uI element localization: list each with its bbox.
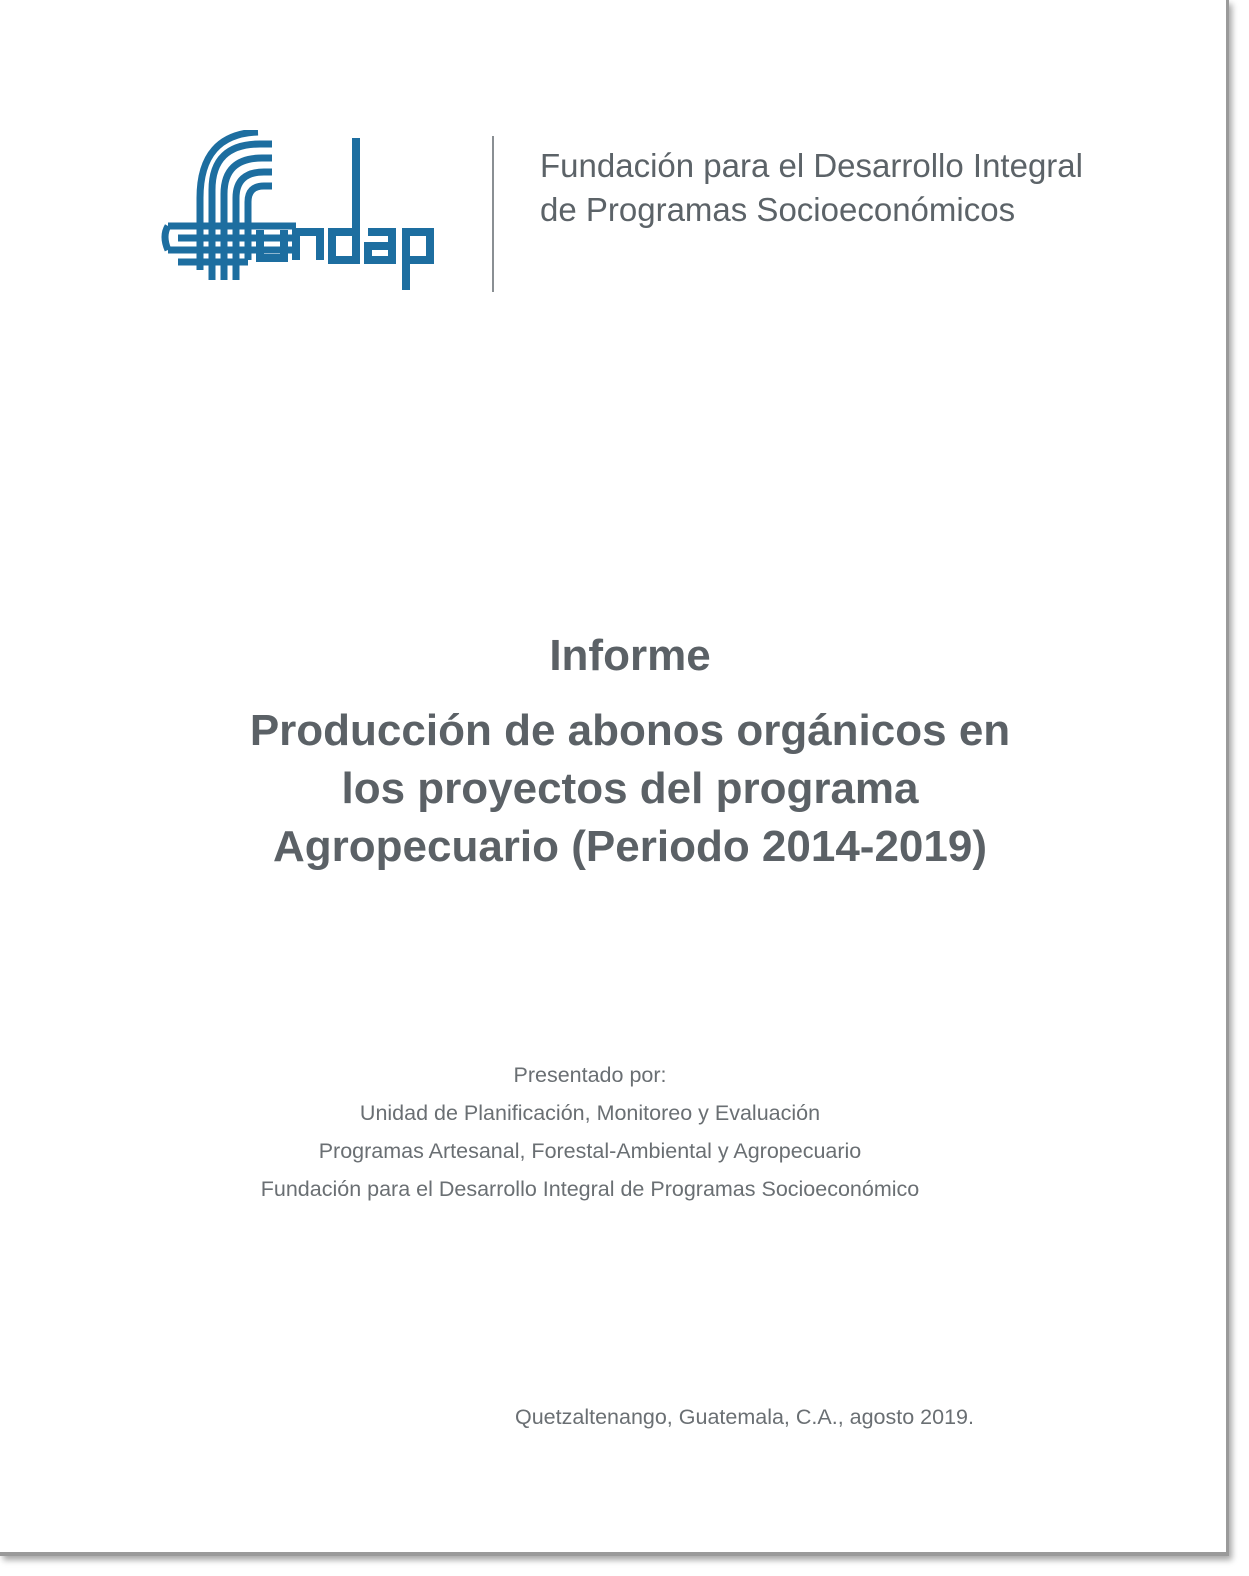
presented-by-block <box>190 1056 990 1208</box>
organization-name <box>540 144 1180 232</box>
presented-by-line: Programas Artesanal, Forestal-Ambiental y Agropecuario <box>318 1139 862 1163</box>
organization-name-line: Fundación para el Desarrollo Integral <box>540 147 1083 184</box>
report-title-line: los proyectos del programa <box>341 764 919 813</box>
presented-by-line: Unidad de Planificación, Monitoreo y Evaluación <box>359 1101 821 1125</box>
report-title-line: Producción de abonos orgánicos en <box>249 706 1011 755</box>
fundap-logo <box>160 130 440 295</box>
report-title-line: Agropecuario (Periodo 2014-2019) <box>272 822 987 871</box>
place-and-date: Quetzaltenango, Guatemala, C.A., agosto 2019. <box>515 1405 974 1429</box>
report-title <box>150 702 1110 876</box>
report-label: Informe <box>549 631 711 680</box>
presented-by-heading: Presentado por: <box>513 1063 667 1087</box>
header-divider <box>492 136 494 292</box>
presented-by-line: Fundación para el Desarrollo Integral de Programas Socioeconómico <box>260 1177 920 1201</box>
title-block <box>150 630 1110 876</box>
organization-name-line: de Programas Socioeconómicos <box>540 191 1016 228</box>
